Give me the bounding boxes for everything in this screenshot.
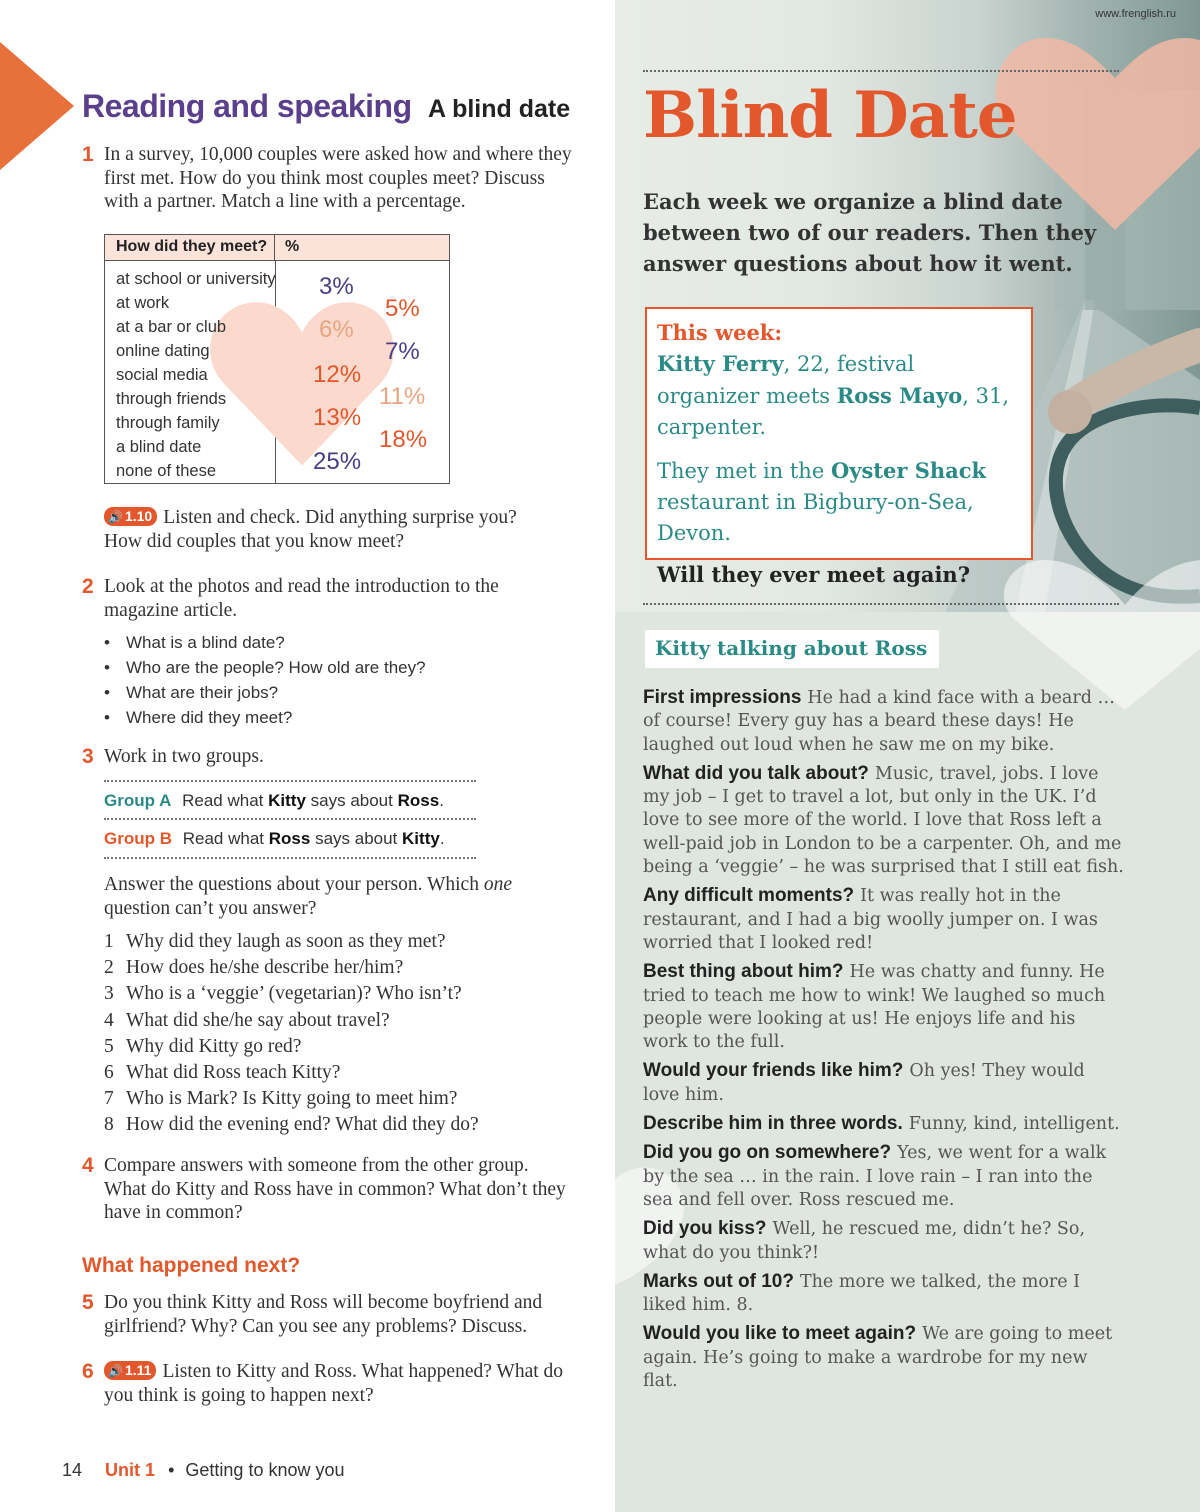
restaurant-name: Oyster Shack [830,458,987,483]
percentage-value: 12% [313,361,362,388]
question-number: 5 [104,1035,114,1057]
person-name: Ross Mayo [836,383,963,408]
exercise-3 [82,745,552,769]
person-detail: , 31, carpenter. [657,384,1009,439]
list-item: • Who are the people? How old are they? [104,655,426,680]
qa-answer: He was chatty and funny. He tried to teach me how to wink! We laughed so much people were looking at us! He enjoys life and his work to the full. [643,962,1106,1053]
group-b-instruction [104,829,445,849]
qa-answer: He had a kind face with a beard … of course! Every guy has a beard these days! He laughed out loud when he saw me on my bike. [643,688,1115,755]
exercise-1 [82,143,572,214]
qa-question: Any difficult moments? [643,885,855,907]
section-heading: Kitty talking about Ross [645,630,939,668]
question-list [104,929,479,1139]
qa-item [643,960,1125,1054]
qa-item [643,1112,1125,1136]
dotted-divider [643,70,1119,72]
qa-answer: Funny, kind, intelligent. [908,1114,1120,1135]
qa-question: Would you like to meet again? [643,1323,917,1345]
list-item: • Where did they meet? [104,705,426,730]
question-number: 6 [104,1062,114,1084]
qa-item [643,1059,1125,1107]
question-text: Why did Kitty go red? [126,1035,302,1057]
exercise-2 [82,575,552,622]
list-item [104,1034,479,1060]
exercise-4 [82,1154,572,1225]
question-text: Who is a ‘veggie’ (vegetarian)? Who isn’t? [126,983,462,1005]
qa-question: What did you talk about? [643,762,869,784]
table-row: social media [116,366,208,384]
qa-answer: The more we talked, the more I liked him. 8. [643,1271,1081,1316]
percentage-value: 25% [313,448,362,475]
will-they-meet-question: Will they ever meet again? [657,562,971,587]
qa-item [643,1217,1125,1265]
survey-rows [116,267,276,483]
question-text: Who is Mark? Is Kitty going to meet him? [126,1088,458,1110]
table-row: a blind date [116,438,202,456]
listen-check [82,506,552,553]
corner-arrow-decoration [0,42,74,170]
qa-item [643,762,1125,879]
column-header-how: How did they meet? [105,235,275,260]
qa-answer: Music, travel, jobs. I love my job – I get to travel a lot, but only in the UK. I’d love to see more of the world. I love that Ross left a well-paid job in London to be a carpenter. Oh, and me being a ‘veggie’ – he was surprised that I still eat fish. [643,763,1124,878]
exercise-number: 5 [82,1291,94,1314]
percentage-value: 13% [313,404,362,431]
this-week-heading: This week: [657,320,783,345]
punctuation: . [439,829,445,848]
exercise-number: 2 [82,575,94,598]
group-b-label: Group B [104,829,172,848]
person-detail: , 22, festival organizer meets [657,352,915,408]
list-item [104,1086,479,1112]
subtitle-text: A blind date [428,95,571,123]
meeting-place-text [657,455,1021,549]
place-detail: restaurant in Bigbury-on-Sea, Devon. [657,490,974,545]
qa-item [643,1270,1125,1318]
qa-answer: Well, he rescued me, didn’t he? So, what do you think?! [643,1219,1086,1263]
person-name: Ross [397,791,440,810]
table-header [105,235,449,261]
qa-item [643,1322,1125,1393]
percentage-value: 6% [319,316,354,343]
place-intro: They met in the [657,459,825,483]
question-text: What did Ross teach Kitty? [126,1062,341,1084]
question-number: 3 [104,983,114,1005]
title-text: Reading and speaking [82,88,412,124]
percentage-value: 3% [319,273,354,300]
table-row: at a bar or club [116,318,227,336]
dotted-divider [104,818,476,820]
question-text: What did she/he say about travel? [126,1009,390,1031]
question-number: 8 [104,1114,114,1136]
exercise-text: Do you think Kitty and Ross will become boyfriend and girlfriend? Why? Can you see any problems? Discuss. [104,1292,543,1337]
person-name: Ross [268,829,311,848]
exercise-number: 1 [82,143,94,166]
audio-track-badge[interactable] [104,507,157,526]
list-item [104,929,479,955]
percentage-value: 5% [385,295,420,322]
dotted-divider [104,857,476,859]
qa-item [643,1141,1125,1212]
this-week-box [645,307,1033,587]
exercise-text: Listen and check. Did anything surprise you? How did couples that you know meet? [104,507,517,552]
exercise-number: 6 [82,1360,94,1383]
qa-question: Did you kiss? [643,1218,767,1240]
table-row: at school or university [116,270,276,288]
list-item: • What are their jobs? [104,680,426,705]
qa-item [643,686,1125,757]
dotted-divider [104,780,476,782]
instruction-text: says about [310,791,393,810]
qa-answer: Yes, we went for a walk by the sea … in the rain. I love rain – I ran into the sea and fell over. Ross rescued me. [643,1143,1107,1210]
list-item [104,1112,479,1138]
qa-answer: It was really hot in the restaurant, and I had a big woolly jumper on. I was worried that I looked red! [643,886,1098,953]
exercise-text: Look at the photos and read the introduction to the magazine article. [104,576,499,621]
table-row: none of these [116,462,216,480]
table-row: through family [116,414,220,432]
interview-answers [643,686,1125,1398]
percentage-value: 18% [379,426,428,453]
punctuation: . [439,791,444,810]
audio-track-badge[interactable] [104,1361,156,1380]
participants-text [657,348,1021,443]
speaker-icon: 🔊 [108,1364,123,1378]
qa-question: Marks out of 10? [643,1270,794,1292]
qa-question: Best thing about him? [643,961,844,983]
page-number: 14 [62,1460,83,1480]
exercise-6 [82,1360,582,1407]
person-name: Kitty Ferry [657,351,784,376]
percentage-value: 11% [379,383,426,410]
track-number: 1.10 [124,508,153,524]
dotted-divider [643,603,1119,605]
qa-answer: We are going to meet again. He’s going to make a wardrobe for my new flat. [643,1324,1113,1392]
qa-answer: Oh yes! They would love him. [643,1061,1085,1105]
question-number: 2 [104,957,114,979]
survey-table [104,234,450,484]
qa-question: Would your friends like him? [643,1060,904,1082]
instruction-text: question can’t you answer? [104,897,317,919]
question-number: 4 [104,1009,114,1031]
column-header-percent: % [285,238,300,255]
question-number: 1 [104,931,114,952]
article-title: Blind Date [643,78,1017,153]
speaker-icon: 🔊 [108,510,123,524]
person-name: Kitty [402,829,440,848]
list-item: • What is a blind date? [104,630,426,655]
exercise-text: Work in two groups. [104,746,264,767]
qa-question: Did you go on somewhere? [643,1142,892,1164]
percentage-value: 7% [385,338,420,365]
person-name: Kitty [268,791,306,810]
website-url[interactable]: www.frenglish.ru [1095,8,1176,20]
qa-item [643,884,1125,955]
what-happened-next-heading: What happened next? [82,1254,301,1277]
list-item [104,1008,479,1034]
question-text: How did the evening end? What did they do? [126,1114,479,1136]
answer-instructions [82,873,552,920]
table-row: through friends [116,390,227,408]
table-row: at work [116,294,170,312]
exercise-number: 3 [82,745,94,768]
bullet-list [104,630,426,730]
list-item [104,955,479,981]
exercise-text: Compare answers with someone from the other group. What do Kitty and Ross have in common? What don’t they have in common? [104,1155,566,1223]
question-text: How does he/she describe her/him? [126,957,404,979]
exercise-5 [82,1291,582,1338]
table-row: online dating [116,342,210,360]
footer-separator: • [168,1460,175,1480]
page-footer [62,1460,345,1481]
qa-question: Describe him in three words. [643,1113,903,1135]
exercise-text: Listen to Kitty and Ross. What happened? What do you think is going to happen next? [104,1361,564,1406]
instruction-text: Read what [182,829,265,848]
track-number: 1.11 [124,1362,152,1378]
qa-question: First impressions [643,687,802,708]
section-title [82,88,570,125]
unit-topic: Getting to know you [185,1460,345,1480]
group-a-label: Group A [104,791,172,810]
list-item [104,981,479,1007]
question-text: Why did they laugh as soon as they met? [126,931,446,952]
exercise-text: In a survey, 10,000 couples were asked how and where they first met. How do you think most couples meet? Discuss with a partner. Match a line with a percentage. [104,144,572,212]
article-intro: Each week we organize a blind date between two of our readers. Then they answer questions about how it went. [643,189,1097,276]
instruction-text: says about [315,829,398,848]
group-a-instruction [104,791,444,811]
instruction-text: Answer the questions about your person. Which [104,874,479,895]
question-number: 7 [104,1088,114,1110]
instruction-text: Read what [182,791,264,810]
unit-label: Unit 1 [105,1460,156,1480]
emphasis-text: one [483,874,512,895]
right-page [615,0,1200,1512]
list-item [104,1060,479,1086]
exercise-number: 4 [82,1154,94,1177]
